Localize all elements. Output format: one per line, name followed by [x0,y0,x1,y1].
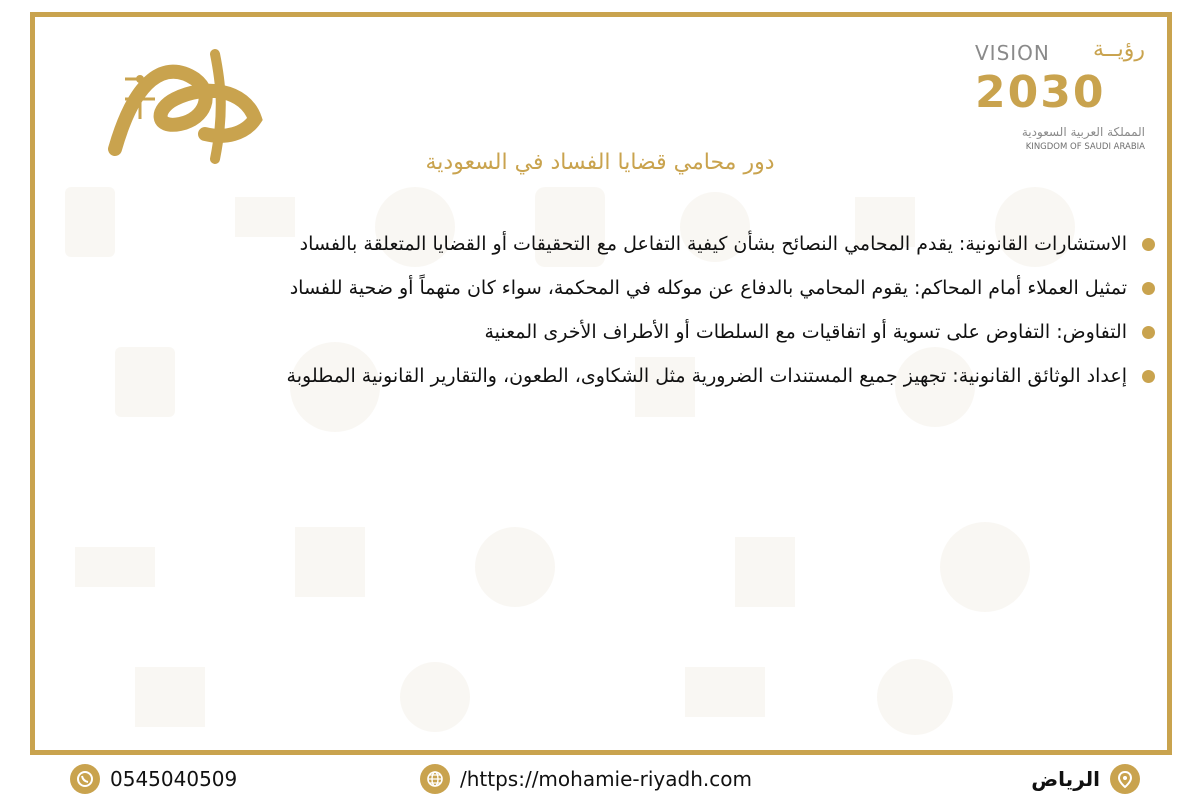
list-item [120,354,1155,398]
list-item-text: التفاوض: التفاوض على تسوية أو اتفاقيات مع السلطات أو الأطراف الأخرى المعنية [484,321,1127,343]
city-name: الرياض [1031,767,1100,791]
location-info [1031,764,1140,794]
website-link[interactable] [420,764,752,794]
footer [0,755,1200,800]
bullet-icon [1142,370,1155,383]
location-pin-icon [1110,764,1140,794]
bullet-icon [1142,326,1155,339]
list-item-text: الاستشارات القانونية: يقدم المحامي النصائح بشأن كيفية التفاعل مع التحقيقات أو القضايا المتعلقة بالفساد [299,233,1127,255]
phone-contact[interactable] [70,764,237,794]
bullet-icon [1142,282,1155,295]
list-item [120,222,1155,266]
list-item-text: تمثيل العملاء أمام المحاكم: يقوم المحامي بالدفاع عن موكله في المحكمة، سواء كان متهماً أو ضحية للفساد [289,277,1127,299]
whatsapp-icon [70,764,100,794]
vision-year: 2030 [975,67,1106,118]
kingdom-en-label: KINGDOM OF SAUDI ARABIA [1025,142,1145,152]
globe-icon [420,764,450,794]
vision-2030-logo [975,37,1145,157]
kingdom-ar-label: المملكة العربية السعودية [1021,125,1145,139]
vision-en-label: VISION [975,41,1050,65]
page-title: دور محامي قضايا الفساد في السعودية [425,150,775,175]
list-item-text: إعداد الوثائق القانونية: تجهيز جميع المستندات الضرورية مثل الشكاوى، الطعون، والتقارير القانونية المطلوبة [286,365,1127,387]
vision-ar-label: رؤيــة [1092,37,1145,62]
bullet-icon [1142,238,1155,251]
website-url: /https://mohamie-riyadh.com [460,767,752,791]
phone-number: 0545040509 [110,767,238,791]
list-item [120,310,1155,354]
list-item [120,266,1155,310]
roles-list [120,222,1155,398]
